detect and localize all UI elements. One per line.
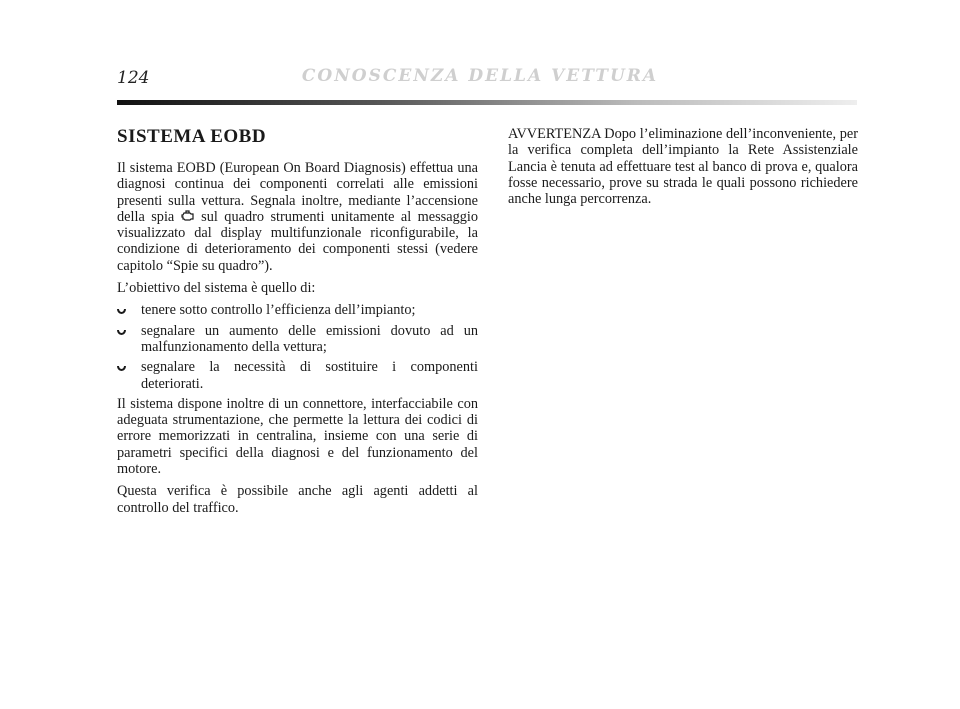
engine-warning-lamp-icon — [181, 210, 195, 222]
warning-paragraph: AVVERTENZA Dopo l’eliminazione dell’inconveniente, per la verifica completa dell’impianto la Rete Assistenziale Lancia è tenuta ad effettuare test al banco di prova e, qualora fosse necessario, prove su strada le quali possono richiedere anche lunga percorrenza. — [508, 126, 858, 208]
intro-paragraph — [117, 160, 478, 274]
right-column — [508, 126, 858, 213]
bullet-icon — [117, 362, 126, 372]
connector-paragraph: Il sistema dispone inoltre di un connettore, interfacciabile con adeguata strumentazione, che permette la lettura dei codici di errore memorizzati in centralina, insieme con una serie di parametri specifici della diagnosi e del funzionamento del motore. — [117, 395, 478, 478]
running-title: CONOSCENZA DELLA VETTURA — [301, 66, 659, 86]
intro-text-part2: sul quadro strumenti unitamente al messaggio visualizzato dal display multifunzionale riconfigurabile, la condizione di deterioramento dei componenti stessi (vedere capitolo “Spie su quadro”). — [117, 208, 478, 274]
bullet-icon — [117, 305, 126, 315]
objective-intro: L’obiettivo del sistema è quello di: — [117, 280, 316, 297]
header-rule — [117, 100, 857, 105]
page-number: 124 — [117, 68, 150, 88]
list-item — [117, 359, 478, 392]
left-column — [117, 126, 478, 522]
bullet-text: segnalare la necessità di sostituire i componenti deteriorati. — [141, 359, 478, 392]
intro-text-part1: Il sistema EOBD (European On Board Diagnosis) effettua una diagnosi continua dei componenti correlati alle emissioni presenti sulla vettura. Segnala inoltre, mediante l’accensione della spia — [117, 160, 478, 225]
list-item — [117, 323, 478, 356]
bullet-text: tenere sotto controllo l’efficienza dell’impianto; — [141, 302, 416, 319]
bullet-text: segnalare un aumento delle emissioni dovuto ad un malfunzionamento della vettura; — [141, 322, 478, 355]
list-item — [117, 302, 478, 318]
traffic-paragraph: Questa verifica è possibile anche agli agenti addetti al controllo del traffico. — [117, 483, 478, 516]
section-title: SISTEMA EOBD — [117, 126, 267, 147]
bullet-icon — [117, 326, 126, 336]
